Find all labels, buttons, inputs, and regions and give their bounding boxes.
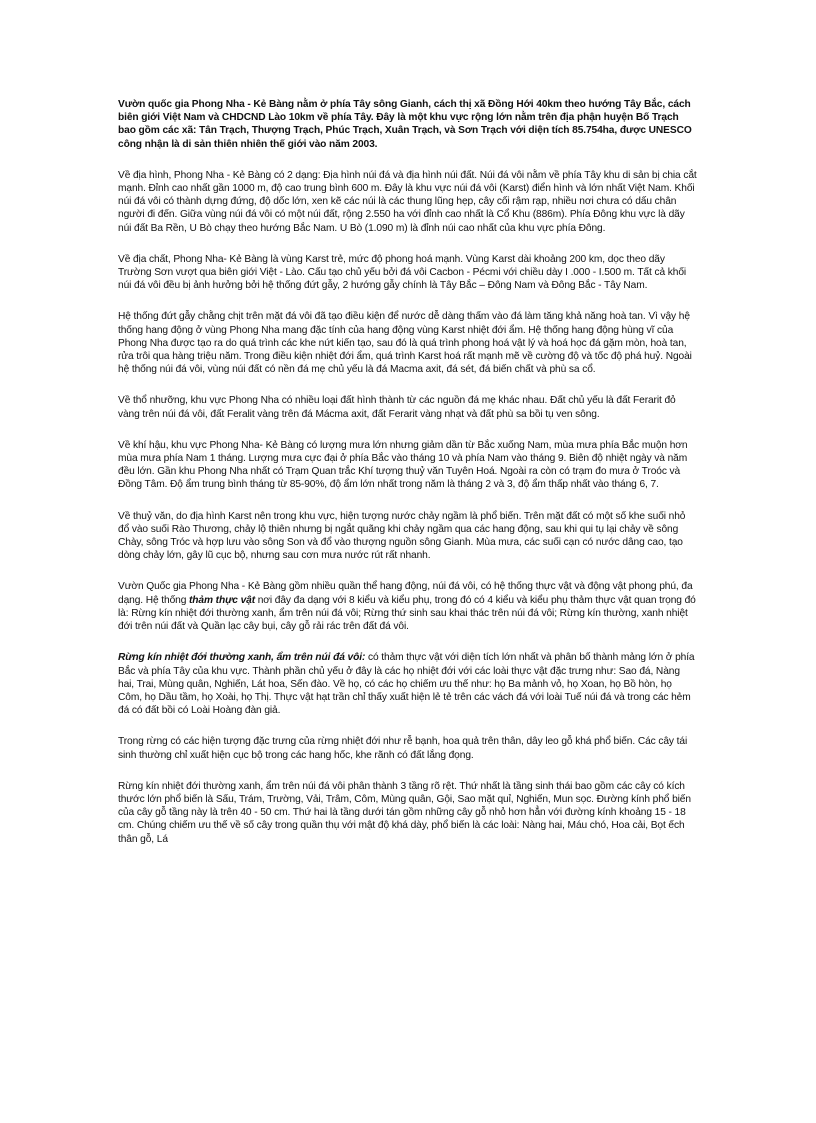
- geology-paragraph: Về địa chất, Phong Nha- Kẻ Bàng là vùng Karst trẻ, mức độ phong hoá mạnh. Vùng Karst dài khoảng 200 km, dọc theo dãy Trường Sơn vượt qua biên giới Việt - Lào. Cấu tạo chủ yếu bởi đá vôi Cacbon - Pécmi với chiều dày I .000 - I.500 m. Tất cả khối núi đá vôi đều bị ảnh hưởng bởi hệ thống đứt gẫy, 2 hướng gẫy chính là Tây Bắc – Đông Nam và Đông Bắc - Tây Nam.: [118, 253, 687, 292]
- intro-paragraph: Vườn quốc gia Phong Nha - Kẻ Bàng nằm ở phía Tây sông Gianh, cách thị xã Đồng Hới 40km theo hướng Tây Bắc, cách biên giới Việt Nam và CHDCND Lào 10km về phía Tây. Đây là một khu vực rộng lớn nằm trên địa phận huyện Bố Trạch bao gồm các xã: Tân Trạch, Thượng Trạch, Phúc Trạch, Xuân Trạch, và Sơn Trạch với diện tích 85.754ha, được UNESCO công nhận là di sản thiên nhiên thế giới vào năm 2003.: [118, 99, 692, 150]
- forest-layers-paragraph: Rừng kín nhiệt đới thường xanh, ẩm trên núi đá vôi phân thành 3 tầng rõ rệt. Thứ nhất là tầng sinh thái bao gồm các cây có kích thước lớn phổ biến là Sấu, Trám, Trường, Vải, Trâm, Côm, Mùng quân, Gội, Sao mặt quỉ, Nghiến, Mun sọc. Đường kính phổ biến của cây gỗ tầng này là trên 40 - 50 cm. Thứ hai là tầng dưới tán gồm những cây gỗ nhỏ hơn hẳn với đường kính khoảng 15 - 18 cm. Chúng chiếm ưu thế về số cây trong quần thụ với mật độ khá dày, phổ biến là các loài: Nàng hai, Máu chó, Hoa cải, Bọt ếch thân gỗ, Lá: [118, 780, 691, 845]
- soil-paragraph: Về thổ nhưỡng, khu vực Phong Nha có nhiều loại đất hình thành từ các nguồn đá mẹ khác nhau. Đất chủ yếu là đất Ferarit đỏ vàng trên núi đá vôi, đất Feralit vàng trên đá Mácma axit, đất Ferarit vàng nhạt và đất phù sa bồi tụ ven sông.: [118, 395, 676, 420]
- forest-phenomena-paragraph: Trong rừng có các hiện tượng đặc trưng của rừng nhiệt đới như rễ bạnh, hoa quả trên thân, dây leo gỗ khá phổ biến. Các cây tái sinh thường chỉ xuất hiện cục bộ trong các hang hốc, khe rãnh có đất lắng đọng.: [118, 736, 688, 761]
- terrain-paragraph: Về địa hình, Phong Nha - Kẻ Bàng có 2 dạng: Địa hình núi đá và địa hình núi đất. Núi đá vôi nằm về phía Tây khu di sản bị chia cắt mạnh. Đỉnh cao nhất gần 1000 m, độ cao trung bình 600 m. Đây là khu vực núi đá vôi (Karst) điển hình và lớn nhất Việt Nam. Khối núi đá vôi có thành dựng đứng, độ dốc lớn, xen kẽ các núi là các thung lũng hẹp, cây cối rậm rạp, nhiều nơi chưa có dấu chân người đi đến. Giữa vùng núi đá vôi có một núi đất, rộng 2.550 ha với đỉnh cao nhất là Cổ Khu (886m). Phía Đông khu vực là dãy núi đất Ba Rền, U Bò chạy theo hướng Bắc Nam. U Bò (1.090 m) là đỉnh núi cao nhất của khu vực phía Đông.: [118, 169, 697, 234]
- vegetation-paragraph: [118, 580, 698, 633]
- vegetation-text-start: Vườn Quốc gia Phong Nha - Kẻ Bàng gồm nhiều quần thể hang động, núi đá vôi, có hệ thống thực vật và động vật phong phú, đa dạng. Hệ thống: [118, 581, 693, 606]
- hydrology-paragraph: Về thuỷ văn, do địa hình Karst nên trong khu vực, hiện tượng nước chảy ngầm là phổ biến. Trên mặt đất có một số khe suối nhỏ đổ vào suối Rào Thương, chảy lộ thiên nhưng bị ngắt quãng khi chảy ngầm qua các hang động, sau khi qui tụ lại chảy về sông Chày, sông Tróc và hợp lưu vào sông Son và đổ vào thượng nguồn sông Gianh. Mùa mưa, các suối cạn có nước dâng cao, tạo dòng chảy lớn, gây lũ cục bộ, nhưng sau cơn mưa nước rút rất nhanh.: [118, 510, 686, 562]
- evergreen-forest-paragraph: [118, 651, 698, 717]
- climate-paragraph: Về khí hậu, khu vực Phong Nha- Kẻ Bàng có lượng mưa lớn nhưng giảm dần từ Bắc xuống Nam, mùa mưa phía Bắc muộn hơn mùa mưa phía Nam 1 tháng. Lượng mưa cực đại ở phía Bắc vào tháng 10 và phía Nam vào tháng 9. Biên độ nhiệt ngày và năm đều lớn. Gần khu Phong Nha nhất có Trạm Quan trắc Khí tượng thuỷ văn Tuyên Hoá. Ngoài ra còn có trạm đo mưa ở Troóc và Đồng Tâm. Độ ẩm trung bình tháng từ 85-90%, độ ẩm lớn nhất trong năm là tháng 2 và 3, độ ẩm thấp nhất vào tháng 6, 7.: [118, 439, 688, 491]
- vegetation-emphasis: thảm thực vật: [189, 594, 255, 606]
- evergreen-forest-heading: Rừng kín nhiệt đới thường xanh, ẩm trên núi đá vôi:: [118, 652, 366, 664]
- vegetation-text-end: nơi đây đa dạng với 8 kiểu và kiểu phụ, trong đó có 4 kiểu và kiểu phụ thảm thực vật quan trọng đó là: Rừng kín nhiệt đới thường xanh, ẩm trên núi đá vôi; Rừng thứ sinh sau khai thác trên núi đá vôi; Rừng kín thường, xanh nhiệt đới trên núi đất và Quần lạc cây bụi, cây gỗ rải rác trên đất đá vôi.: [118, 594, 696, 633]
- evergreen-forest-text: có thảm thực vật với diện tích lớn nhất và phân bố thành mảng lớn ở phía Bắc và phía Tây của khu vực. Thành phần chủ yếu ở đây là các họ nhiệt đới với các loài thực vật đặc trưng như: Sao đá, Nàng hai, Trai, Mùng quân, Nghiến, Lát hoa, Sến đào. Về họ, có các họ chiếm ưu thế như: họ Ba mảnh vỏ, họ Xoan, họ Bồ hòn, họ Côm, họ Dầu tầm, họ Xoài, họ Thị. Thực vật hạt trần chỉ thấy xuất hiện lẻ tẻ trên các vách đá với loài Tuế núi đá và trong các hẻm đá có đất bồi có Loài Hoàng đàn giả.: [118, 652, 695, 717]
- fault-system-paragraph: Hệ thống đứt gẫy chằng chịt trên mặt đá vôi đã tạo điều kiện để nước dễ dàng thấm vào đá làm tăng khả năng hoà tan. Vì vậy hệ thống hang động ở vùng Phong Nha mang đặc tính của hang động vùng Karst nhiệt đới ẩm. Hệ thống hang động hùng vĩ của Phong Nha được tạo ra do quá trình các khe nứt kiến tạo, sau đó là quá trình phong hoá vật lý và hoá học đá gặm mòn, hoà tan, rửa trôi qua hàng triệu năm. Trong điều kiện nhiệt đới ẩm, quá trình Karst hoá rất mạnh mẽ về cường độ và tốc độ phá huỷ. Ngoài hệ thống núi đá vôi, vùng núi đất có nền đá mẹ chủ yếu là đá Macma axit, đá sét, đá biến chất và phù sa cổ.: [118, 311, 692, 376]
- document-page: [118, 98, 698, 864]
